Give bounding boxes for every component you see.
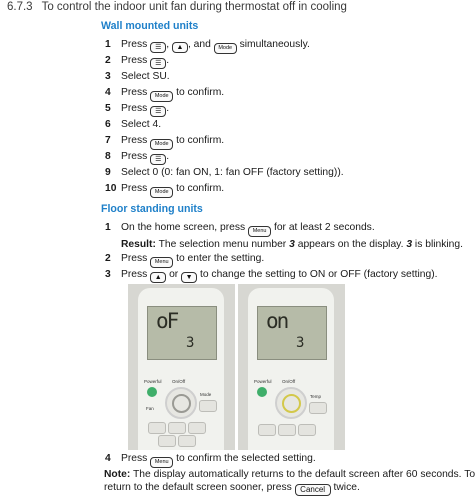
wall-step-4: 4 Press Mode to confirm. bbox=[105, 86, 121, 100]
remote-button-icon bbox=[178, 435, 196, 447]
wall-units-title: Wall mounted units bbox=[101, 20, 199, 32]
remote-lcd bbox=[257, 306, 327, 360]
floor-units-title: Floor standing units bbox=[101, 203, 203, 215]
powerful-label: Powerful bbox=[144, 379, 162, 384]
remote-button-icon bbox=[278, 424, 296, 436]
fan-key-icon: ☰ bbox=[150, 106, 166, 117]
mode-label: Mode bbox=[200, 392, 212, 397]
onoff-label: On/Off bbox=[282, 379, 296, 384]
menu-key-icon: Menu bbox=[150, 457, 173, 468]
section-number: 6.7.3 bbox=[7, 1, 33, 13]
remote-button-icon bbox=[188, 422, 206, 434]
cancel-key-icon: Cancel bbox=[295, 484, 331, 496]
power-button-icon bbox=[165, 387, 197, 419]
fan-label: Fan bbox=[146, 406, 154, 411]
down-key-icon: ▼ bbox=[181, 272, 197, 283]
floor-result: Result: The selection menu number 3 appears on the display. 3 is blinking. bbox=[121, 239, 463, 250]
floor-step-3: 3 Press ▲ or ▼ to change the setting to ON or OFF (factory setting). bbox=[105, 269, 438, 281]
menu-key-icon: Menu bbox=[150, 257, 173, 268]
lcd-value: oF bbox=[156, 309, 178, 333]
temp-button-icon bbox=[309, 402, 327, 414]
lcd-menu-number: 3 bbox=[186, 335, 195, 351]
remote-lcd bbox=[147, 306, 217, 360]
powerful-button-icon bbox=[257, 387, 267, 397]
mode-key-icon: Mode bbox=[150, 91, 173, 102]
powerful-button-icon bbox=[147, 387, 157, 397]
wall-step-3: 3 Select SU. bbox=[105, 71, 170, 82]
up-key-icon: ▲ bbox=[150, 272, 166, 283]
wall-step-7: 7 Press Mode to confirm. bbox=[105, 134, 121, 148]
remote-button-icon bbox=[258, 424, 276, 436]
fan-key-icon: ☰ bbox=[150, 58, 166, 69]
powerful-label: Powerful bbox=[254, 379, 272, 384]
wall-step-9: 9 Select 0 (0: fan ON, 1: fan OFF (factory setting)). bbox=[105, 167, 344, 178]
fan-key-icon: ☰ bbox=[150, 154, 166, 165]
floor-step-4: 4 Press Menu to confirm the selected setting. bbox=[105, 452, 121, 466]
mode-key-icon: Mode bbox=[150, 187, 173, 198]
remote-button-icon bbox=[298, 424, 316, 436]
remote-photo-off bbox=[128, 284, 235, 450]
floor-step-2: 2 Press Menu to enter the setting. bbox=[105, 252, 121, 266]
power-button-icon bbox=[275, 387, 307, 419]
wall-step-1: 1 Press ☰ , ▲ , and Mode simultaneously. bbox=[105, 38, 121, 52]
wall-step-6: 6 Select 4. bbox=[105, 119, 162, 130]
temp-key-icon: ▲ bbox=[172, 42, 188, 53]
remote-button-icon bbox=[148, 422, 166, 434]
floor-note: Note: The display automatically returns to the default screen after 60 seconds. To return to the default screen sooner, press Cancel twice. bbox=[104, 469, 475, 494]
mode-key-icon: Mode bbox=[214, 43, 237, 54]
wall-step-2: 2 Press ☰ . bbox=[105, 55, 170, 67]
mode-button-icon bbox=[199, 400, 217, 412]
remote-photo-on bbox=[238, 284, 345, 450]
lcd-menu-number: 3 bbox=[296, 335, 305, 351]
section-title: To control the indoor unit fan during thermostat off in cooling bbox=[41, 1, 347, 13]
remote-button-icon bbox=[168, 422, 186, 434]
temp-label: Temp bbox=[310, 394, 322, 399]
onoff-label: On/Off bbox=[172, 379, 186, 384]
fan-key-icon: ☰ bbox=[150, 42, 166, 53]
remote-button-icon bbox=[158, 435, 176, 447]
wall-step-10: 10 Press Mode to confirm. bbox=[105, 182, 121, 196]
floor-step-1: 1 On the home screen, press Menu for at least 2 seconds. bbox=[105, 221, 121, 235]
wall-step-8: 8 Press ☰ . bbox=[105, 151, 170, 163]
wall-step-5: 5 Press ☰ . bbox=[105, 103, 170, 115]
mode-key-icon: Mode bbox=[150, 139, 173, 150]
menu-key-icon: Menu bbox=[248, 226, 271, 237]
lcd-value: on bbox=[266, 309, 288, 333]
section-heading bbox=[7, 1, 347, 13]
